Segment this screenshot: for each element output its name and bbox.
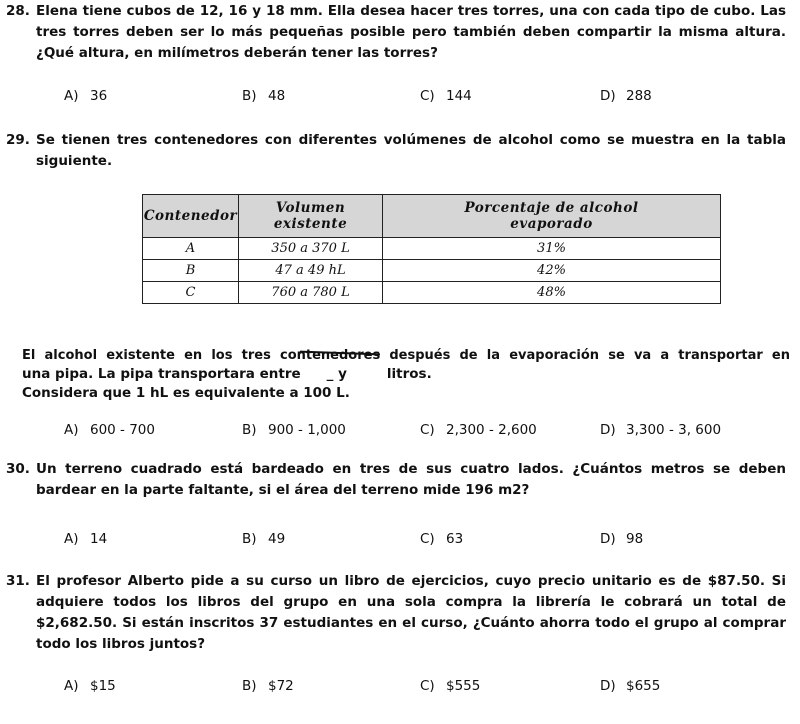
option-d[interactable]: D) 288 <box>600 88 652 104</box>
question-text: El profesor Alberto pide a su curso un libro de ejercicios, cuyo precio unitario es de $87.50. Si adquiere todos los libros del grupo en una sola compra la librería le cobrará un total de $2,682.50. Si están inscritos 37 estudiantes en el curso, ¿Cuánto ahorra todo el grupo al comprar todo los libros juntos? <box>36 573 786 652</box>
option-b[interactable]: B) 48 <box>242 88 286 104</box>
question-text: Se tienen tres contenedores con diferentes volúmenes de alcohol como se muestra en la tabla siguiente. <box>36 132 786 169</box>
table-cell: B <box>143 260 239 282</box>
option-a[interactable]: A) 36 <box>64 88 108 104</box>
question-31 <box>0 571 786 655</box>
table-cell: 760 a 780 L <box>239 282 383 304</box>
question-number: 28. <box>6 3 30 19</box>
question-text: Elena tiene cubos de 12, 16 y 18 mm. Ella desea hacer tres torres, una con cada tipo de cubo. Las tres torres deben ser lo más pequeñas posible pero también deben compartir la misma altura. ¿Qué altura, en milímetros deberán tener las torres? <box>36 3 786 61</box>
option-b[interactable]: B) 49 <box>242 531 286 547</box>
option-d[interactable]: D) $655 <box>600 678 661 694</box>
option-a[interactable]: A) 600 - 700 <box>64 422 155 438</box>
question-number: 29. <box>6 132 30 148</box>
question-text: Un terreno cuadrado está bardeado en tres de sus cuatro lados. ¿Cuántos metros se deben bardear en la parte faltante, si el área del terreno mide 196 m2? <box>36 461 786 498</box>
table-header: Contenedor <box>143 195 239 238</box>
option-c[interactable]: C) 2,300 - 2,600 <box>420 422 537 438</box>
table-cell: C <box>143 282 239 304</box>
option-b[interactable]: B) 900 - 1,000 <box>242 422 346 438</box>
alcohol-table <box>142 194 721 304</box>
option-a[interactable]: A) 14 <box>64 531 108 547</box>
table-header: Volumen existente <box>239 195 383 238</box>
option-a[interactable]: A) $15 <box>64 678 116 694</box>
option-c[interactable]: C) 144 <box>420 88 472 104</box>
table-cell: A <box>143 238 239 260</box>
table-cell: 42% <box>383 260 721 282</box>
question-29 <box>0 130 786 172</box>
table-cell: 48% <box>383 282 721 304</box>
question-28 <box>0 1 786 64</box>
table-row <box>143 282 721 304</box>
option-c[interactable]: C) $555 <box>420 678 481 694</box>
question-number: 31. <box>6 573 30 589</box>
question-number: 30. <box>6 461 30 477</box>
option-c[interactable]: C) 63 <box>420 531 464 547</box>
table-cell: 47 a 49 hL <box>239 260 383 282</box>
paragraph-line: una pipa. La pipa transportara entre _ y litros. <box>22 366 432 382</box>
question-30 <box>0 459 786 501</box>
option-d[interactable]: D) 3,300 - 3, 600 <box>600 422 722 438</box>
question-29-paragraph <box>22 346 790 403</box>
option-d[interactable]: D) 98 <box>600 531 644 547</box>
table-cell: 31% <box>383 238 721 260</box>
table-row <box>143 238 721 260</box>
table-cell: 350 a 370 L <box>239 238 383 260</box>
paragraph-line: Considera que 1 hL es equivalente a 100 L. <box>22 385 350 401</box>
table-row <box>143 260 721 282</box>
table-header: Porcentaje de alcohol evaporado <box>383 195 721 238</box>
table-header-row <box>143 195 721 238</box>
option-b[interactable]: B) $72 <box>242 678 294 694</box>
paragraph-line: El alcohol existente en los tres contenedores después de la evaporación se va a transportar en <box>22 348 790 363</box>
